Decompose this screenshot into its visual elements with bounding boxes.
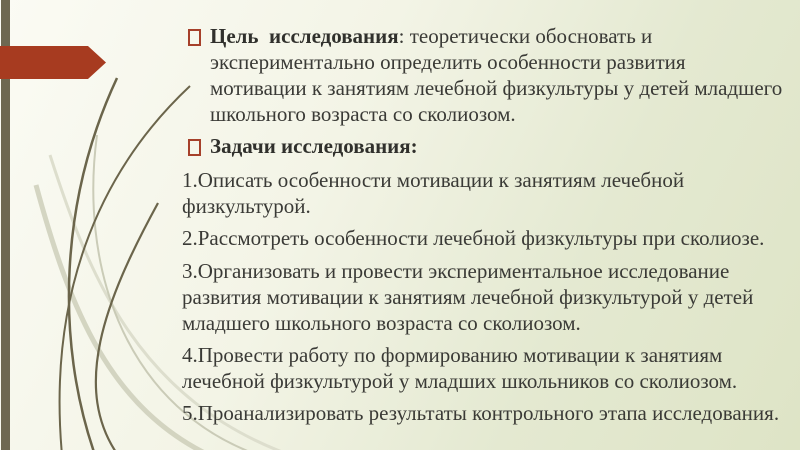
task-item-4: 4.Провести работу по формированию мотивации к занятиям лечебной физкультурой у младших школьников со сколиозом. (182, 343, 738, 393)
task-item-5: 5.Проанализировать результаты контрольного этапа исследования. (182, 401, 780, 425)
slide-body (182, 23, 784, 426)
red-arrow-banner (0, 46, 106, 79)
tasks-heading-item (182, 133, 784, 159)
goal-bullet-item (182, 23, 784, 127)
square-bullet-icon (188, 29, 201, 46)
square-bullet-icon (188, 139, 201, 156)
task-item-2: 2.Рассмотреть особенности лечебной физкультуры при сколиозе. (182, 226, 765, 250)
goal-text: : теоретически обосновать и экспериментально определить особенности развития мотивации к занятиям лечебной физкультуры у детей младшего школьного возраста со сколиозом. (210, 24, 783, 126)
goal-label: Цель исследования (210, 24, 399, 48)
tasks-heading-label: Задачи исследования: (210, 134, 418, 158)
task-item-1: 1.Описать особенности мотивации к занятиям лечебной физкультурой. (182, 168, 685, 218)
task-item-3: 3.Организовать и провести экспериментальное исследование развития мотивации к занятиям лечебной физкультурой у детей младшего школьного возраста со сколиозом. (182, 259, 754, 335)
